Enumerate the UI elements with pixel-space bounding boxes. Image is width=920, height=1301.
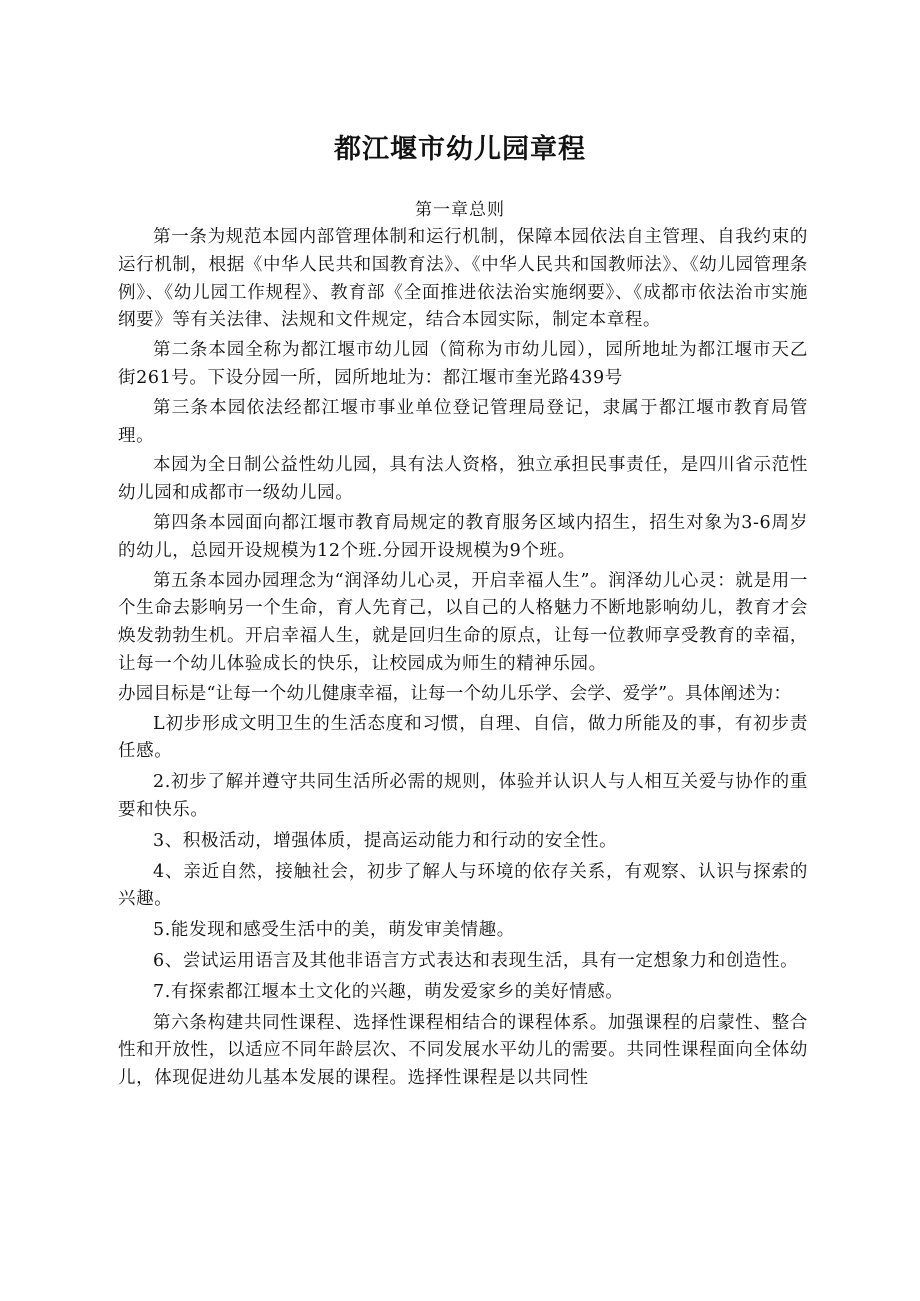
document-title: 都江堰市幼儿园章程	[334, 134, 586, 165]
document-body	[118, 224, 808, 1095]
paragraph-article-5: 第五条本园办园理念为“润泽幼儿心灵，开启幸福人生”。润泽幼儿心灵：就是用一个生命去影响另一个生命，育人先育己，以自己的人格魅力不断地影响幼儿，教育才会焕发勃勃生机。开启幸福人生，就是回归生命的原点，让每一位教师享受教育的幸福，让每一个幼儿体验成长的快乐，让校园成为师生的精神乐园。	[118, 570, 808, 674]
paragraph-article-2: 第二条本园全称为都江堰市幼儿园（简称为市幼儿园），园所地址为都江堰市天乙街261号。下设分园一所，园所地址为：都江堰市奎光路439号	[118, 340, 808, 388]
goal-item-7: 7.有探索都江堰本土文化的兴趣，萌发爱家乡的美好情感。	[153, 981, 624, 1002]
paragraph-goals: 办园目标是“让每一个幼儿健康幸福，让每一个幼儿乐学、会学、爱学”。具体阐述为：	[118, 683, 792, 704]
goal-item-1: L初步形成文明卫生的生活态度和习惯，自理、自信，做力所能及的事，有初步责任感。	[118, 713, 808, 762]
goal-item-6: 6、尝试运用语言及其他非语言方式表达和表现生活，具有一定想象力和创造性。	[153, 950, 799, 971]
goal-item-4: 4、亲近自然，接触社会，初步了解人与环境的依存关系，有观察、认识与探索的兴趣。	[118, 861, 808, 910]
goal-item-3: 3、积极活动，增强体质，提高运动能力和行动的安全性。	[153, 830, 618, 851]
paragraph-article-6: 第六条构建共同性课程、选择性课程相结合的课程体系。加强课程的启蒙性、整合性和开放性，以适应不同年龄层次、不同发展水平幼儿的需要。共同性课程面向全体幼儿，体现促进幼儿基本发展的课程。选择性课程是以共同性	[118, 1012, 808, 1089]
paragraph-article-4: 第四条本园面向都江堰市教育局规定的教育服务区域内招生，招生对象为3-6周岁的幼儿，总园开设规模为12个班.分园开设规模为9个班。	[118, 512, 808, 561]
goal-item-2: 2.初步了解并遵守共同生活所必需的规则，体验并认识人与人相互关爱与协作的重要和快乐。	[118, 772, 808, 820]
goal-item-5: 5.能发现和感受生活中的美，萌发审美情趣。	[153, 920, 515, 941]
chapter-heading: 第一章总则	[415, 200, 505, 220]
paragraph-article-3: 第三条本园依法经都江堰市事业单位登记管理局登记，隶属于都江堰市教育局管理。	[118, 397, 808, 446]
paragraph-article-1: 第一条为规范本园内部管理体制和运行机制，保障本园依法自主管理、自我约束的运行机制，根据《中华人民共和国教育法》、《中华人民共和国教师法》、《幼儿园管理条例》、《幼儿园工作规程》、教育部《全面推进依法治实施纲要》、《成都市依法治市实施纲要》等有关法律、法规和文件规定，结合本园实际，制定本章程。	[118, 227, 808, 331]
paragraph-kindergarten-status: 本园为全日制公益性幼儿园，具有法人资格，独立承担民事责任，是四川省示范性幼儿园和成都市一级幼儿园。	[118, 455, 808, 504]
